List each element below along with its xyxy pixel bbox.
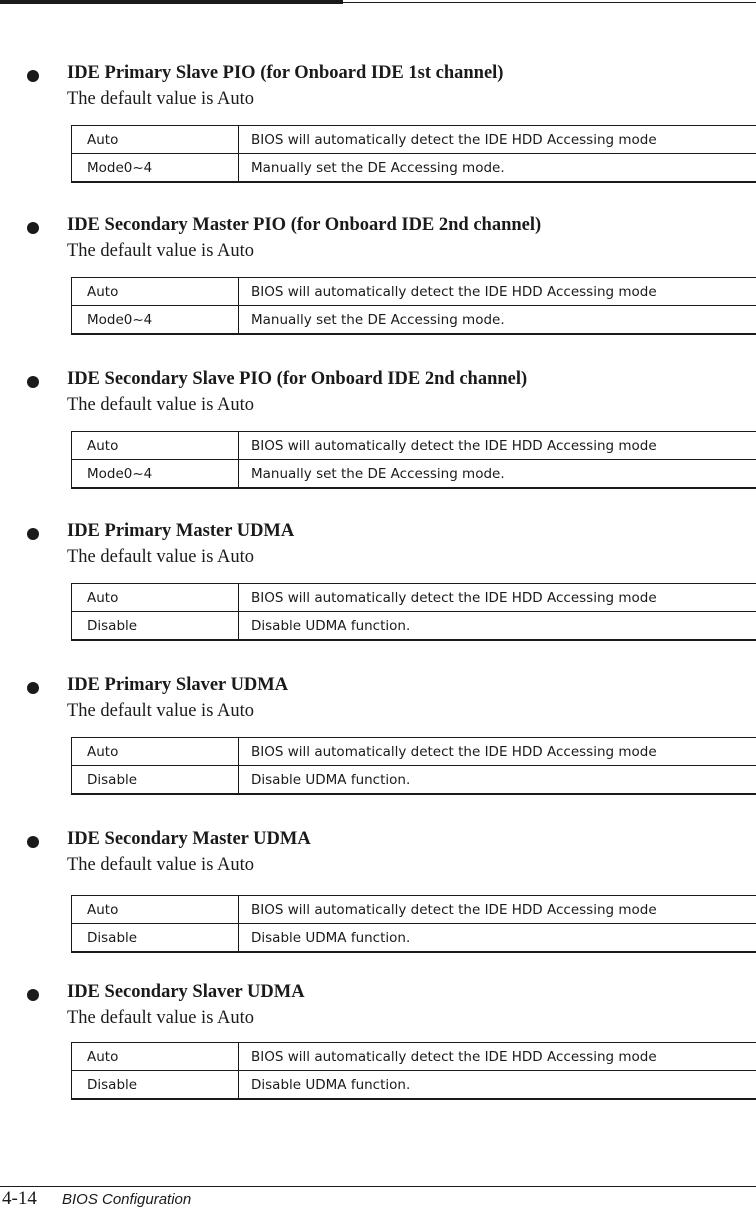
table-row	[72, 584, 756, 612]
option-cell: Auto	[72, 896, 239, 924]
option-cell: Disable	[72, 766, 239, 795]
options-table	[71, 125, 756, 183]
description-cell: BIOS will automatically detect the IDE HDD Accessing mode	[239, 126, 756, 154]
bullet-icon	[27, 222, 39, 234]
default-value-text: The default value is Auto	[67, 395, 255, 415]
setting-title: IDE Secondary Master PIO (for Onboard IDE 2nd channel)	[67, 215, 542, 235]
description-cell: BIOS will automatically detect the IDE HDD Accessing mode	[239, 738, 756, 766]
setting-title: IDE Secondary Slaver UDMA	[67, 982, 305, 1002]
option-cell: Auto	[72, 432, 239, 460]
bullet-icon	[27, 70, 39, 82]
default-value-text: The default value is Auto	[67, 241, 255, 261]
description-cell: BIOS will automatically detect the IDE HDD Accessing mode	[239, 278, 756, 306]
options-table	[71, 277, 756, 335]
default-value-text: The default value is Auto	[67, 701, 255, 721]
table-row	[72, 432, 756, 460]
header-rule-thick	[0, 0, 343, 4]
option-cell: Auto	[72, 584, 239, 612]
bullet-icon	[27, 682, 39, 694]
description-cell: BIOS will automatically detect the IDE HDD Accessing mode	[239, 1043, 756, 1071]
table-row	[72, 766, 756, 795]
option-cell: Auto	[72, 738, 239, 766]
description-cell: BIOS will automatically detect the IDE HDD Accessing mode	[239, 896, 756, 924]
option-cell: Mode0~4	[72, 460, 239, 489]
option-cell: Disable	[72, 1071, 239, 1100]
option-cell: Mode0~4	[72, 154, 239, 183]
description-cell: BIOS will automatically detect the IDE HDD Accessing mode	[239, 432, 756, 460]
table-row	[72, 460, 756, 489]
options-table	[71, 431, 756, 489]
table-row	[72, 924, 756, 953]
table-row	[72, 126, 756, 154]
option-cell: Auto	[72, 126, 239, 154]
chapter-title: BIOS Configuration	[62, 1191, 192, 1208]
option-cell: Disable	[72, 924, 239, 953]
option-cell: Mode0~4	[72, 306, 239, 335]
default-value-text: The default value is Auto	[67, 547, 255, 567]
options-table	[71, 1042, 756, 1100]
options-table	[71, 895, 756, 953]
setting-title: IDE Secondary Slave PIO (for Onboard IDE 2nd channel)	[67, 369, 528, 389]
options-table	[71, 737, 756, 795]
table-row	[72, 896, 756, 924]
setting-title: IDE Primary Slaver UDMA	[67, 675, 289, 695]
bullet-icon	[27, 376, 39, 388]
table-row	[72, 612, 756, 641]
default-value-text: The default value is Auto	[67, 89, 255, 109]
description-cell: Manually set the DE Accessing mode.	[251, 465, 505, 482]
setting-title: IDE Primary Slave PIO (for Onboard IDE 1st channel)	[67, 63, 504, 83]
table-row	[72, 154, 756, 183]
setting-title: IDE Primary Master UDMA	[67, 521, 295, 541]
description-cell: Disable UDMA function.	[251, 771, 411, 788]
default-value-text: The default value is Auto	[67, 1008, 255, 1028]
options-table	[71, 583, 756, 641]
option-cell: Auto	[72, 1043, 239, 1071]
option-cell: Disable	[72, 612, 239, 641]
bullet-icon	[27, 836, 39, 848]
bullet-icon	[27, 528, 39, 540]
description-cell: Manually set the DE Accessing mode.	[251, 159, 505, 176]
bullet-icon	[27, 989, 39, 1001]
footer-rule	[0, 1186, 756, 1187]
description-cell: Manually set the DE Accessing mode.	[251, 311, 505, 328]
page-number: 4-14	[2, 1188, 37, 1209]
description-cell: Disable UDMA function.	[251, 1076, 411, 1093]
table-row	[72, 1071, 756, 1100]
setting-title: IDE Secondary Master UDMA	[67, 829, 311, 849]
option-cell: Auto	[72, 278, 239, 306]
description-cell: Disable UDMA function.	[251, 929, 411, 946]
description-cell: Disable UDMA function.	[251, 617, 411, 634]
header-rule-thin	[343, 2, 756, 3]
table-row	[72, 1043, 756, 1071]
table-row	[72, 306, 756, 335]
table-row	[72, 278, 756, 306]
description-cell: BIOS will automatically detect the IDE HDD Accessing mode	[239, 584, 756, 612]
table-row	[72, 738, 756, 766]
default-value-text: The default value is Auto	[67, 855, 255, 875]
